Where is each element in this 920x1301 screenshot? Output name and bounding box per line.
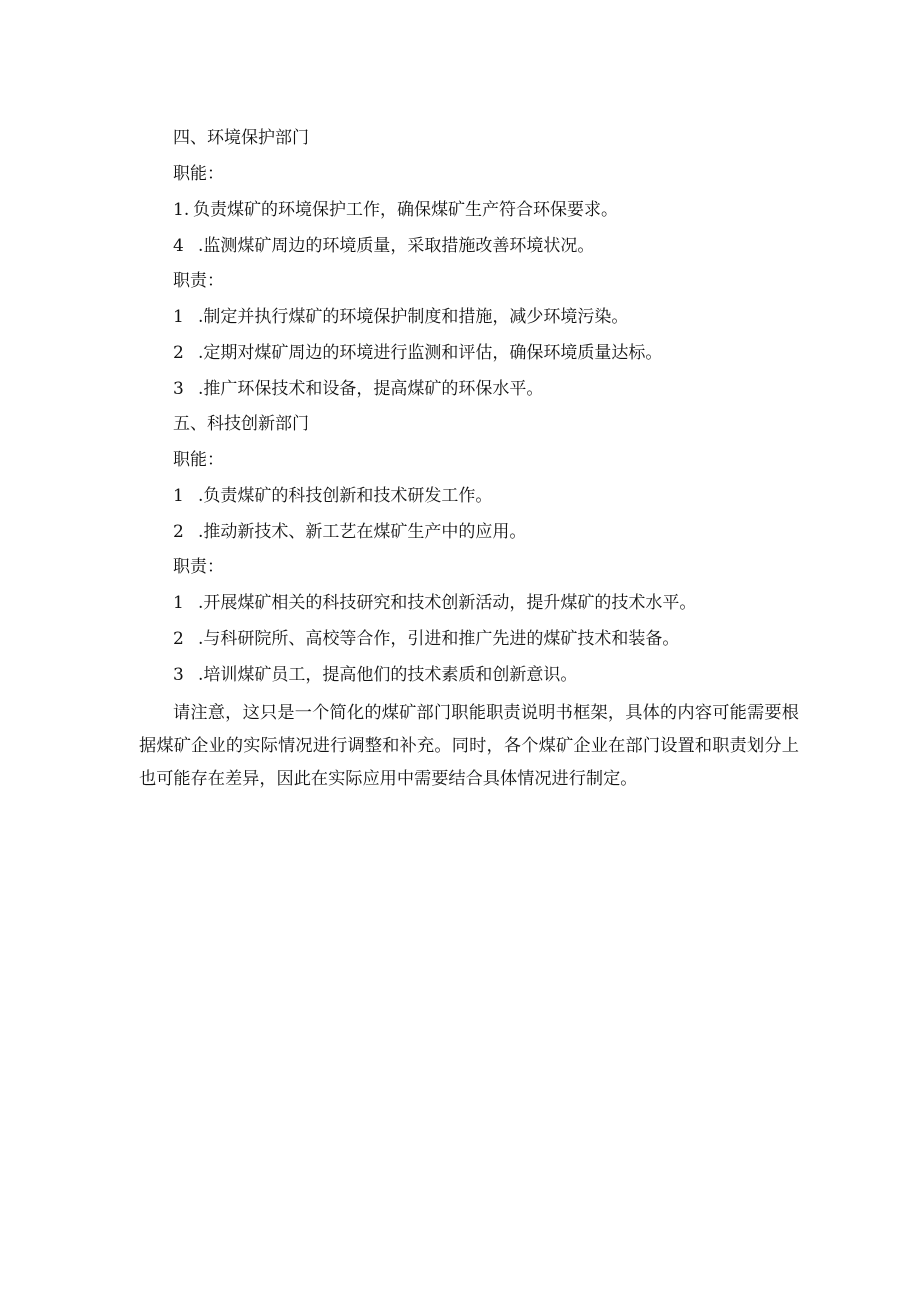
section-heading-environment: 四、环境保护部门	[173, 128, 309, 148]
item-number: 1.	[173, 200, 190, 220]
list-item	[173, 592, 696, 614]
list-item	[173, 664, 577, 686]
list-item	[173, 521, 526, 543]
list-item	[173, 342, 662, 364]
item-number: 2	[173, 629, 184, 649]
item-text: .定期对煤矿周边的环境进行监测和评估，确保环境质量达标。	[198, 343, 663, 363]
item-number: 3	[173, 379, 184, 399]
item-number: 1	[173, 486, 184, 506]
list-item	[173, 378, 543, 400]
item-text: .开展煤矿相关的科技研究和技术创新活动，提升煤矿的技术水平。	[198, 593, 697, 613]
item-text: .与科研院所、高校等合作，引进和推广先进的煤矿技术和装备。	[198, 629, 680, 649]
item-text: .培训煤矿员工，提高他们的技术素质和创新意识。	[198, 665, 578, 685]
list-item	[173, 628, 679, 650]
item-number: 4	[173, 236, 184, 256]
list-item	[173, 235, 594, 257]
item-text: .监测煤矿周边的环境质量，采取措施改善环境状况。	[198, 236, 595, 256]
list-item	[173, 306, 628, 328]
function-label: 职能：	[173, 450, 224, 470]
section-heading-innovation: 五、科技创新部门	[173, 414, 309, 434]
item-number: 3	[173, 665, 184, 685]
duty-label: 职责：	[173, 271, 224, 291]
item-text: .负责煤矿的科技创新和技术研发工作。	[198, 486, 493, 506]
list-item	[173, 199, 618, 221]
item-text: .推动新技术、新工艺在煤矿生产中的应用。	[198, 522, 527, 542]
item-number: 1	[173, 593, 184, 613]
item-text: .推广环保技术和设备，提高煤矿的环保水平。	[198, 379, 544, 399]
item-number: 2	[173, 343, 184, 363]
item-text: .制定并执行煤矿的环境保护制度和措施，减少环境污染。	[198, 307, 629, 327]
duty-label: 职责：	[173, 557, 224, 577]
item-number: 1	[173, 307, 184, 327]
function-label: 职能：	[173, 164, 224, 184]
list-item	[173, 485, 492, 507]
item-text: 负责煤矿的环境保护工作，确保煤矿生产符合环保要求。	[193, 200, 618, 220]
closing-note-paragraph: 请注意，这只是一个简化的煤矿部门职能职责说明书框架，具体的内容可能需要根据煤矿企业的实际情况进行调整和补充。同时，各个煤矿企业在部门设置和职责划分上也可能存在差异，因此在实际应用中需要结合具体情况进行制定。	[139, 703, 799, 789]
item-number: 2	[173, 522, 184, 542]
